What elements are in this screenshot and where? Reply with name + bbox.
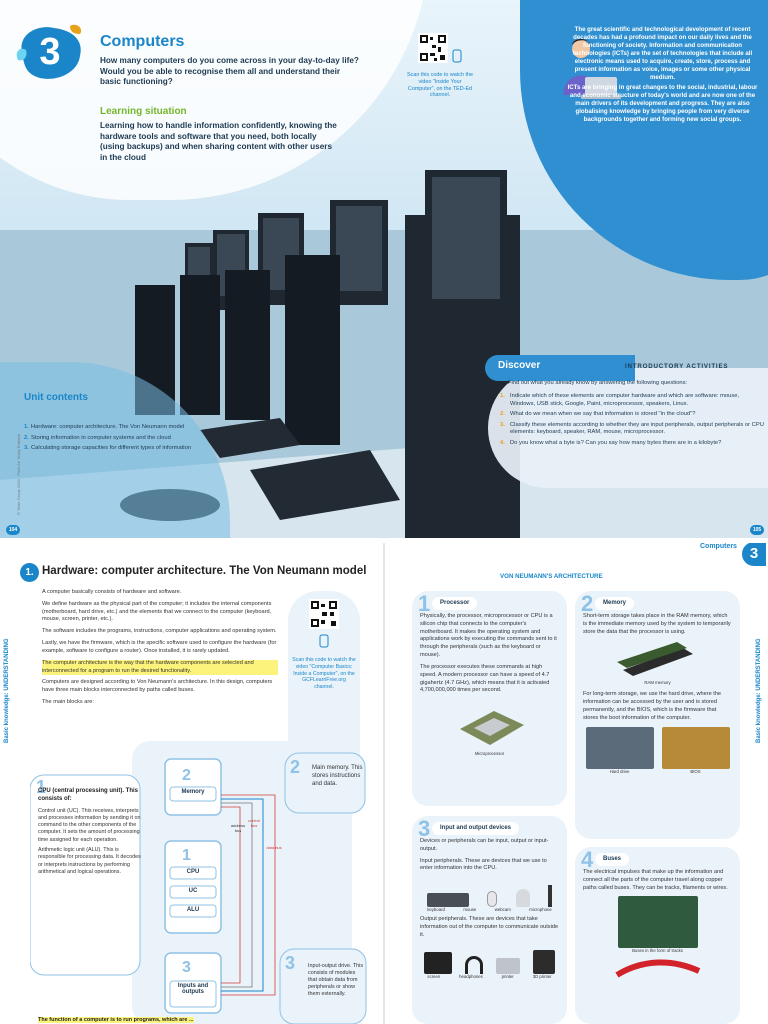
paragraph: Devices or peripherals can be input, output or input-output. [420,838,549,852]
qr-code-icon[interactable] [309,599,339,629]
ict-text [565,26,760,127]
activities-list [500,393,765,450]
image-caption: BIOS [690,768,701,774]
paragraph: The software includes the programs, instructions, computer applications and operating system. [42,628,277,635]
main-memory-description: Main memory. This stores instructions and data. [312,765,363,787]
list-item: Arithmetic logic unit (ALU). This is responsible for processing data. It decodes or interprets instructions by performing arithmetical and logical operations. [38,847,141,875]
cpu-description [38,788,143,879]
section-number: 1. [20,563,39,582]
microphone-icon [548,885,552,907]
io-label: Inputs and outputs [177,983,209,995]
highlight-paragraph: The computer architecture is the way that the hardware components are selected and interconnected for a program to run the desired functionality. [42,660,278,676]
phone-icon [319,634,329,648]
image-caption: webcam [494,907,511,913]
circuit-board-image [618,896,698,948]
card-label: Buses [595,853,629,866]
cpu-label: CPU [186,869,200,875]
svg-text:3: 3 [285,953,296,973]
3d-printer-icon [533,950,555,974]
qr-video-link[interactable] [405,33,475,99]
image-caption: microphone [529,907,552,913]
chapter-label: Computers [700,543,737,550]
image-caption: Hard drive [609,768,630,774]
card-label: Input and output devices [432,822,519,835]
content-spread [0,543,768,1024]
ict-paragraph: ICTs are bringing in great changes to the social, industrial, labour and economic structure of today's world and are now one of the main drivers of its development and progress. They are also globalising knowledge by bringing people from very diverse backgrounds together and forming new social groups. [567,84,758,124]
cpu-lead: CPU (central processing unit). This consists of: [38,788,139,802]
control-bus-label: control bus [247,818,260,828]
memory-label: Memory [181,789,205,795]
card-label: Processor [432,597,477,610]
unit-intro: How many computers do you come across in your day-to-day life? Would you be able to recognise them all and understand their basic functioning? [100,56,359,87]
chapter-number: 3 [742,543,766,566]
von-neumann-title: VON NEUMANN'S ARCHITECTURE [500,573,603,580]
uc-label: UC [188,888,198,894]
processor-card [412,591,567,806]
paragraph: Input peripherals. These are devices that we use to enter information into the CPU. [420,857,547,872]
list-item: 1. Hardware: computer architecture. The Von Neumann model [24,424,185,430]
discover-title: Discover [498,360,541,371]
list-item: 4. Do you know what a byte is? Can you say how many bytes there are in a kilobyte? [500,439,722,446]
list-item: 2. Storing information in computer systems and the cloud [24,434,171,441]
headphones-icon [465,956,483,974]
paragraph: Computers are designed according to Von Neumann's architecture. In this design, computers have three main blocks interconnected by paths called buses. [42,679,273,694]
ict-paragraph: The great scientific and technological development of recent decades has had a profound impact on our daily lives and the functioning of society. Information and communication technologies (ICTs) are the set of technologies that include all electronic means used to acquire, create, store, process and present information as voice, images or some other physical medium. [572,26,753,81]
page-gutter [383,543,385,1024]
paragraph: The electrical impulses that make up the information and connect all the parts of the computer travel along copper paths called buses. They can be tracks, filaments or wires. [583,869,728,891]
bios-image [662,727,730,769]
unit-contents-title: Unit contents [24,392,88,403]
side-label: Basic knowledge: UNDERSTANDING [4,638,10,743]
image-caption: headphones [459,973,483,979]
list-item: 1. Indicate which of these elements are computer hardware and which are software: mouse, Windows, USB stick, Google, Paint, microprocessor, speakers, Linux. [500,393,740,407]
cpu-number: 1 [182,847,191,864]
qr-code-icon[interactable] [418,33,448,63]
memory-number: 2 [182,767,191,784]
unit-contents-list [24,424,194,456]
discover-lead: Find out what you already know by answering the following questions: [508,380,688,386]
phone-icon [452,49,462,63]
image-caption: 3D printer [532,973,552,979]
image-caption: Microprocessor [474,751,505,757]
paragraph: The processor executes these commands at high speed. A modern processor can have a speed of 4.7 gigahertz (4.7 GHz), which means that it is activated 4,700,000,000 times per second. [420,663,550,694]
printer-icon [496,958,520,974]
list-item: 2. What do we mean when we say that information is stored "in the cloud"? [500,411,696,418]
image-caption: screen [427,973,441,979]
card-number: 1 [418,591,431,616]
data-bus-label: data bus [266,845,282,850]
intro-text [42,589,278,711]
credit-line: © Teide Group 2024 · Pack for Today Editorial [16,433,21,515]
ribbon-cable-image [613,957,703,981]
function-text: The function of a computer is to run programs, which are ... [38,1017,194,1023]
buses-card [575,847,740,1024]
image-caption: mouse [463,907,477,913]
paragraph: The main blocks are: [42,699,94,706]
card-number: 2 [581,591,594,616]
paragraph: A computer basically consists of hardware and software. [42,589,182,595]
memory-card [575,591,740,839]
unit-number-badge [14,22,86,82]
image-caption: Buses in the form of tracks [632,948,683,954]
webcam-icon [516,889,530,907]
hard-drive-image [586,727,654,769]
list-item: 3. Classify these elements according to whether they are input peripherals, output peripherals or CPU elements: keyboard, speaker, RAM, mouse, microprocessor. [500,421,764,436]
card-label: Memory [595,597,634,610]
ram-image [613,640,703,680]
page-number: 104 [6,525,20,535]
qr-caption: Scan this code to watch the video "Inside Your Computer", on the TED-Ed channel. [407,72,473,99]
paragraph: We define hardware as the physical part of the computer; it includes the internal components (motherboard, hard drive, etc.) and the elements that we connect to the computer (keyboard, mouse, screen, printer, etc.). [42,600,272,623]
image-caption: keyboard [427,907,445,913]
screen-icon [424,952,452,974]
svg-text:1: 1 [36,777,47,797]
image-caption: RAM memory [644,680,671,686]
mouse-icon [487,891,497,907]
address-bus-label: address bus [230,823,246,833]
unit-title: Computers [100,33,185,50]
paragraph: Lastly, we have the firmware, which is the specific software used to configure the hardware (for example, software to configure a router). Once installed, it is rarely updated. [42,640,277,654]
qr-caption: Scan this code to watch the video "Computer Basics: Inside a Computer", on the GCFLearnFree.org channel. [292,657,356,690]
paragraph: Physically, the processor, microprocessor or CPU is a silicon chip that connects to the computer's motherboard. It makes the operating system and applications work by executing the commands sent to it through the peripherals (such as the keyboard or mouse). [420,613,557,659]
io-number: 3 [182,959,191,976]
alu-label: ALU [186,907,200,913]
paragraph: Output peripherals. These are devices that take information out of the computer to communicate outside it. [420,916,559,938]
image-caption: printer [501,973,514,979]
paragraph: Short-term storage takes place in the RAM memory, which is the immediate memory used by the system to temporarily store the data that the processor is using. [583,613,731,635]
keyboard-icon [427,893,469,907]
paragraph: For long-term storage, we use the hard drive, where the information can be accessed by the user and is stored permanently, and the BIOS, which is the firmware that stores the boot information of the computer. [583,691,722,721]
side-label: Basic knowledge: UNDERSTANDING [756,638,762,743]
card-number: 3 [418,816,431,841]
card-number: 4 [581,847,594,872]
io-devices-card [412,816,567,1024]
learning-situation-title: Learning situation [100,106,187,117]
introductory-activities-label: INTRODUCTORY ACTIVITIES [625,363,729,370]
unit-number: 3 [39,31,61,73]
io-description: Input-output drive. This consists of modules that obtain data from peripherals or show them externally. [308,963,364,998]
page-number: 105 [750,525,764,535]
list-item: Control unit (UC). This receives, interprets and processes information by sending it on command to the other components of the computer. It sets the amount of processing time assigned for each operation. [38,807,141,843]
learning-situation-text: Learning how to handle information confidently, knowing the hardware tools and software that you need, both locally (using backups) and when sharing content with other users in the cloud [100,121,337,162]
list-item: 3. Calculating storage capacities for different types of information [24,445,192,452]
microprocessor-image [450,701,530,751]
section-title: Hardware: computer architecture. The Von Neumann model [42,565,367,577]
svg-text:2: 2 [290,757,301,777]
